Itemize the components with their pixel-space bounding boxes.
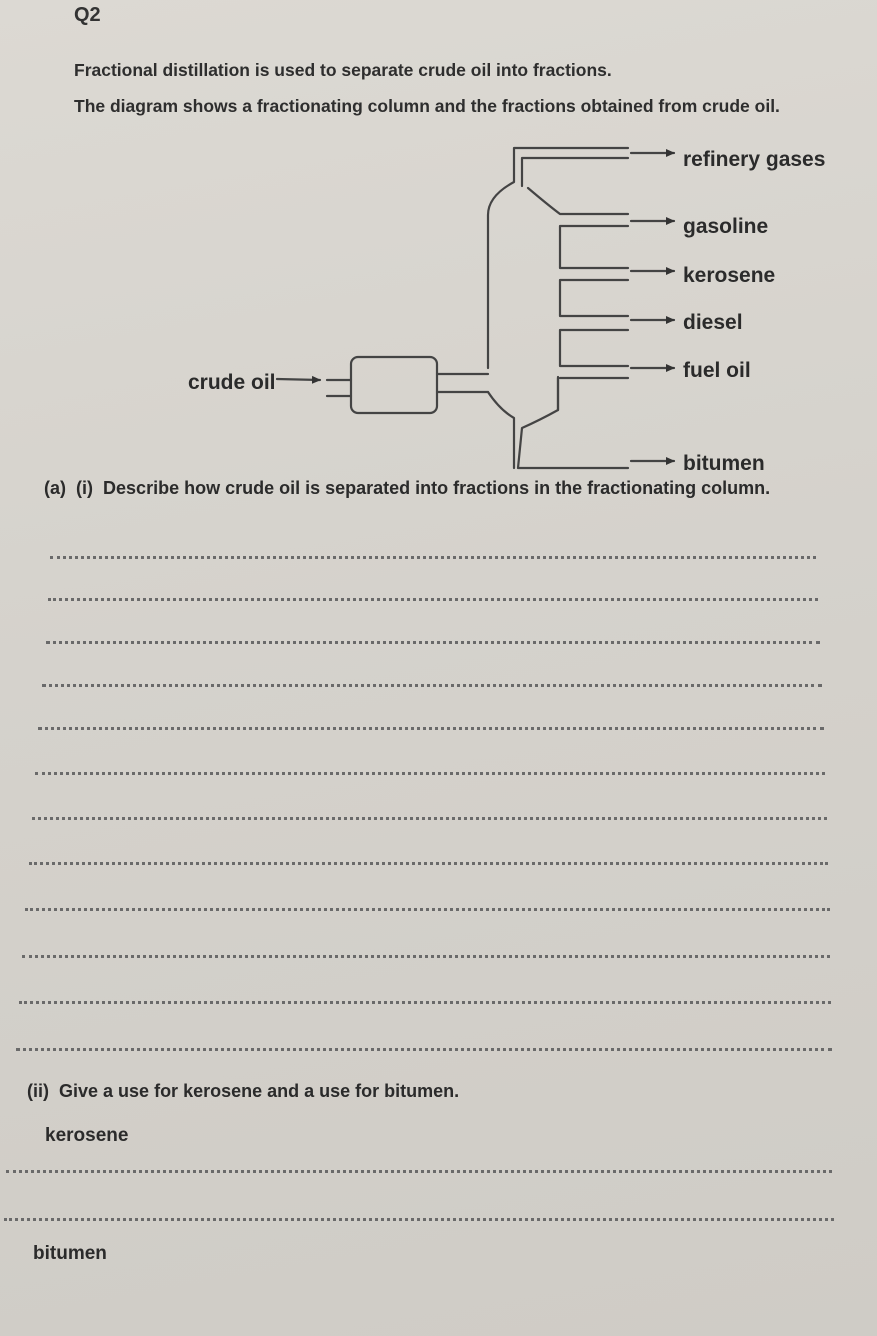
answer-line[interactable] <box>42 684 822 687</box>
part-i-label: (i) <box>76 478 94 498</box>
answer-line[interactable] <box>25 908 830 911</box>
fraction-label: fuel oil <box>683 359 751 382</box>
intro-text-2: The diagram shows a fractionating column and the fractions obtained from crude oil. <box>74 96 780 116</box>
fractionating-column-diagram <box>0 0 877 500</box>
part-a-ii-text: Give a use for kerosene and a use for bitumen. <box>59 1081 460 1101</box>
fraction-label: refinery gases <box>683 148 826 171</box>
furnace-box <box>351 357 437 413</box>
kerosene-answer-line[interactable] <box>6 1170 832 1173</box>
fraction-label: diesel <box>683 311 743 334</box>
kerosene-answer-line[interactable] <box>4 1218 834 1221</box>
fraction-label: bitumen <box>683 452 765 475</box>
column-outer-right <box>518 377 628 468</box>
fuel-oil-pipe <box>558 378 628 410</box>
answer-line[interactable] <box>32 817 827 820</box>
answer-line[interactable] <box>48 598 818 601</box>
part-a-ii-question <box>27 1081 459 1102</box>
answer-line[interactable] <box>16 1048 832 1051</box>
diesel-pipe <box>560 330 628 366</box>
kerosene-pipe <box>560 280 628 316</box>
part-a-i-text: Describe how crude oil is separated into fractions in the fractionating column. <box>103 478 771 498</box>
gasoline-pipe <box>528 188 628 268</box>
crude-oil-label: crude oil <box>188 371 276 394</box>
bitumen-answer-label: bitumen <box>33 1243 107 1264</box>
part-a-label: (a) <box>44 478 66 498</box>
answer-line[interactable] <box>46 641 820 644</box>
answer-line[interactable] <box>22 955 830 958</box>
answer-line[interactable] <box>35 772 825 775</box>
answer-line[interactable] <box>38 727 824 730</box>
answer-line[interactable] <box>50 556 816 559</box>
intro-text-1: Fractional distillation is used to separate crude oil into fractions. <box>74 60 612 80</box>
answer-line[interactable] <box>29 862 828 865</box>
answer-line[interactable] <box>19 1001 831 1004</box>
fraction-label: kerosene <box>683 264 776 287</box>
part-a-i-question <box>44 478 770 499</box>
column-outer-left <box>488 148 628 368</box>
fraction-label: gasoline <box>683 215 769 238</box>
question-number: Q2 <box>74 4 101 26</box>
part-ii-label: (ii) <box>27 1081 49 1101</box>
kerosene-answer-label: kerosene <box>45 1125 129 1146</box>
